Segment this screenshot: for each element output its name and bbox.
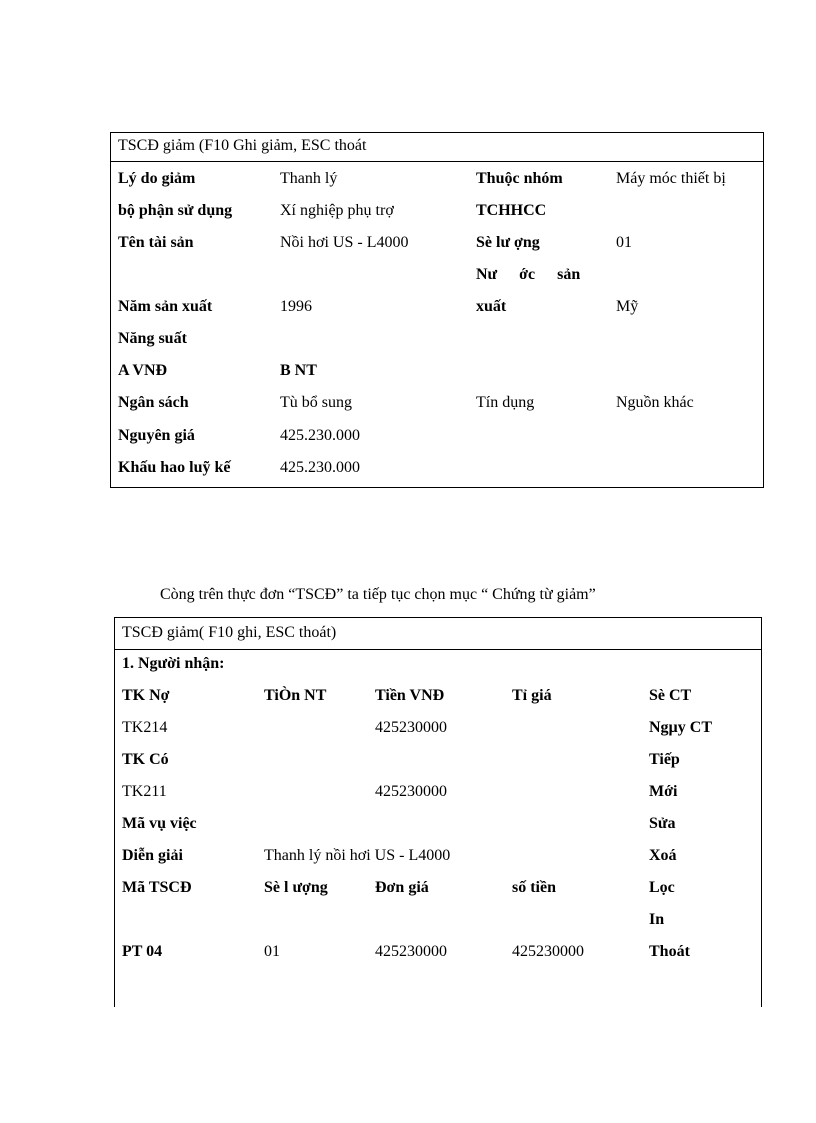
row-ma-tscd[interactable]: PT 04 [122,943,163,960]
a-vnd-label: A VNĐ [118,362,168,379]
col-so-tien: số tiền [512,879,556,896]
thoat-button[interactable]: Thoát [649,943,690,960]
thuoc-nhom-label: Thuộc nhóm [476,170,563,187]
form-title: TSCĐ giảm( F10 ghi, ESC thoát) [115,618,761,650]
thuoc-nhom-value[interactable]: Máy móc thiết bị [616,170,726,187]
tiep-button[interactable]: Tiếp [649,751,680,768]
xoa-button[interactable]: Xoá [649,847,677,864]
ly-do-giam-label: Lý do giảm [118,170,196,187]
so-luong-value[interactable]: 01 [616,234,632,251]
col-ti-gia: Tỉ giá [512,687,552,704]
col-so-luong: Sè l ượng [264,879,328,896]
bo-phan-label: bộ phận sử dụng [118,202,233,219]
tk-co-value[interactable]: TK211 [122,783,167,800]
tk-co-amount[interactable]: 425230000 [375,783,447,800]
nguon-khac-label: Nguồn khác [616,394,694,411]
nguyen-gia-value[interactable]: 425.230.000 [280,427,360,444]
form-title: TSCĐ giảm (F10 Ghi giảm, ESC thoát [111,133,763,162]
nam-san-xuat-value[interactable]: 1996 [280,298,312,315]
tk-no-amount[interactable]: 425230000 [375,719,447,736]
so-ct-label: Sè CT [649,687,692,704]
col-tien-nt: TiÒn NT [264,687,327,704]
col-tk-no: TK Nợ [122,687,170,704]
in-button[interactable]: In [649,911,665,928]
dien-giai-label: Diễn giải [122,847,183,864]
dien-giai-value[interactable]: Thanh lý nồi hơi US - L4000 [264,847,451,864]
nam-san-xuat-label: Năm sản xuất [118,298,213,315]
nuoc-san-xuat-value[interactable]: Mỹ [616,298,639,315]
bo-phan-value[interactable]: Xí nghiệp phụ trợ [280,202,394,219]
nuoc-san-xuat-label: Nư ớc sản [476,266,581,283]
col-don-gia: Đơn giá [375,879,429,896]
b-nt-label: B NT [280,362,317,379]
ma-vu-viec-label: Mã vụ việc [122,815,197,832]
tchhcc-label: TCHHCC [476,202,547,219]
loc-button[interactable]: Lọc [649,879,675,896]
nguyen-gia-label: Nguyên giá [118,427,195,444]
instruction-caption: Còng trên thực đơn “TSCĐ” ta tiếp tục chọn mục “ Chứng từ giảm” [160,586,596,603]
ten-tai-san-label: Tên tài sản [118,234,194,251]
ly-do-giam-value[interactable]: Thanh lý [280,170,338,187]
row-don-gia[interactable]: 425230000 [375,943,447,960]
xuat-label: xuất [476,298,507,315]
col-ma-tscd: Mã TSCĐ [122,879,192,896]
tk-no-value[interactable]: TK214 [122,719,168,736]
row-so-tien[interactable]: 425230000 [512,943,584,960]
row-so-luong[interactable]: 01 [264,943,280,960]
ngan-sach-value[interactable]: Tù bổ sung [280,394,352,411]
tk-co-label: TK Có [122,751,169,768]
tscd-giam-form [110,132,764,488]
tin-dung-label: Tín dụng [476,394,535,411]
nguoi-nhan-label: 1. Người nhận: [122,655,225,672]
chung-tu-giam-form [114,617,762,1007]
col-tien-vnd: Tiền VNĐ [375,687,445,704]
nang-suat-label: Năng suất [118,330,187,347]
ten-tai-san-value[interactable]: Nồi hơi US - L4000 [280,234,409,251]
moi-button[interactable]: Mới [649,783,678,800]
khau-hao-label: Khấu hao luỹ kế [118,459,231,476]
ngay-ct-label: Ngµy CT [649,719,712,736]
sua-button[interactable]: Sửa [649,815,676,832]
ngan-sach-label: Ngân sách [118,394,189,411]
khau-hao-value[interactable]: 425.230.000 [280,459,360,476]
so-luong-label: Sè lư ợng [476,234,540,251]
